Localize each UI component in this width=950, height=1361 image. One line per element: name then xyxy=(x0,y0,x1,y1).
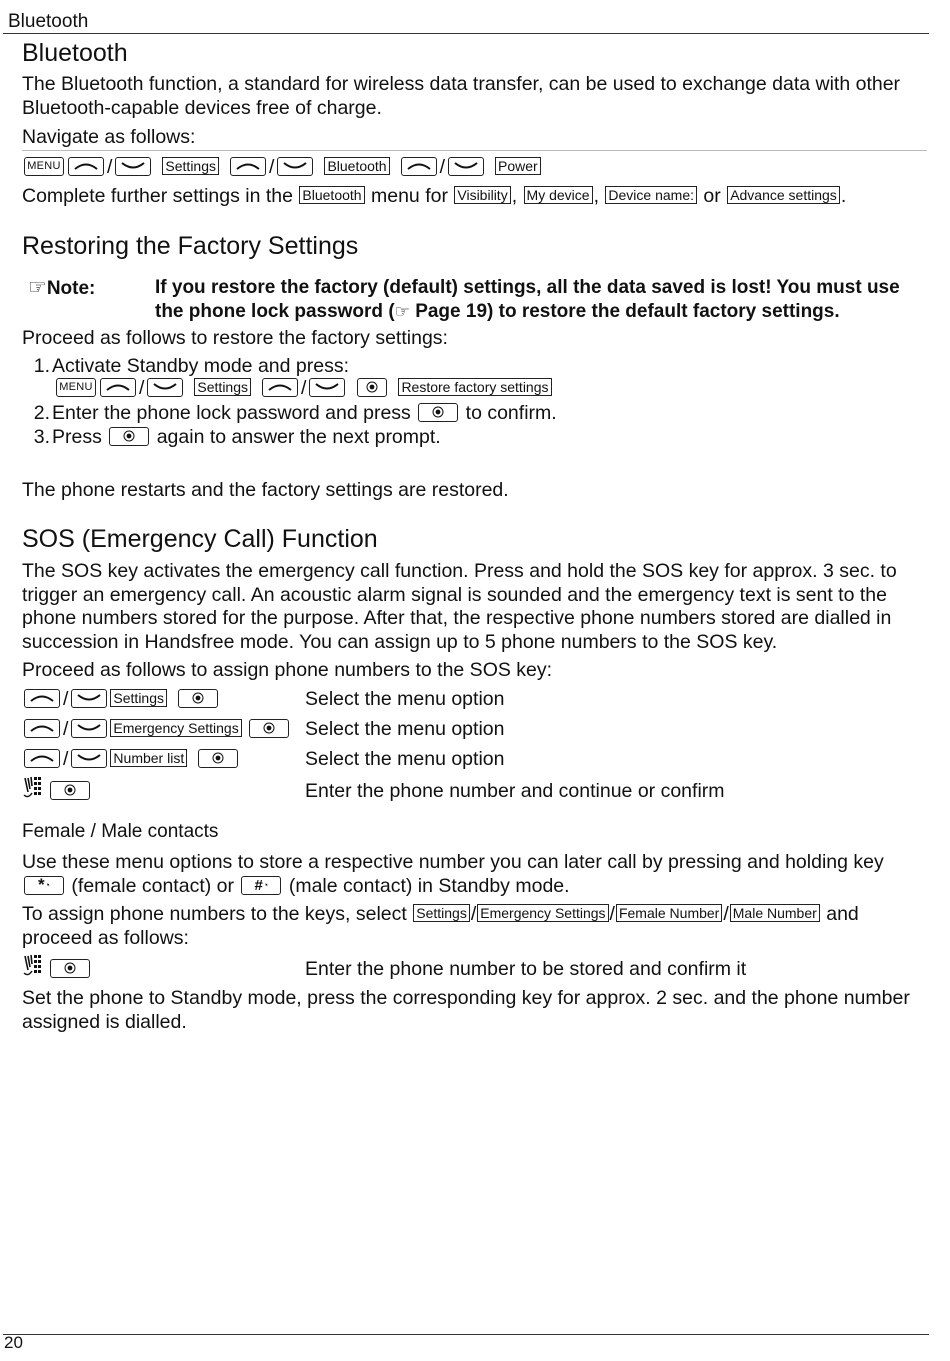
footer-rule xyxy=(3,1334,929,1335)
sos-row-3: / Number list xyxy=(22,746,240,772)
step-text: Enter the phone lock password and press xyxy=(52,401,411,424)
hash-key-icon: # ◔ xyxy=(241,876,281,895)
arrow-up-key-icon xyxy=(24,689,60,708)
contacts-assign-line: To assign phone numbers to the keys, select Settings / Emergency Settings / Female Number / Male Number and xyxy=(22,902,859,925)
arrow-down-key-icon xyxy=(71,689,107,708)
display-settings: Settings xyxy=(413,904,470,922)
arrow-up-key-icon xyxy=(262,378,298,397)
contacts-text-line-1 xyxy=(22,849,884,875)
bluetooth-further-settings: Complete further settings in the Bluetooth menu for Visibility , My device , Device name: or Advance settings . xyxy=(22,184,847,207)
arrow-down-key-icon xyxy=(309,378,345,397)
display-bluetooth-menu: Bluetooth xyxy=(299,186,364,204)
ok-key-icon xyxy=(357,378,387,397)
contacts-text-a: Use these menu options to store a respective number you can later call by pressing and holding key xyxy=(22,850,884,873)
contacts-assign-line-2 xyxy=(22,925,189,951)
contacts-heading: Female / Male contacts xyxy=(22,821,219,842)
display-emergency-settings: Emergency Settings xyxy=(110,719,241,737)
display-device-name: Device name: xyxy=(605,186,697,204)
page-number: 20 xyxy=(4,1333,23,1352)
factory-step-2 xyxy=(30,400,557,426)
contacts-row xyxy=(22,956,92,982)
ok-key-icon xyxy=(198,749,238,768)
keypad-icon xyxy=(22,953,42,985)
display-bluetooth: Bluetooth xyxy=(324,157,389,175)
arrow-down-key-icon xyxy=(448,157,484,176)
running-header: Bluetooth xyxy=(8,11,89,32)
bluetooth-nav-path: MENU / Settings / Bluetooth / Power xyxy=(22,154,542,180)
factory-proceed: Proceed as follows to restore the factory settings: xyxy=(22,327,448,349)
sos-row-2-desc: Select the menu option xyxy=(305,718,505,740)
arrow-down-key-icon xyxy=(277,157,313,176)
contacts-row-desc: Enter the phone number to be stored and confirm it xyxy=(305,958,747,980)
navigate-divider xyxy=(22,150,927,151)
display-male-number: Male Number xyxy=(730,904,820,922)
ok-key-icon xyxy=(178,689,218,708)
arrow-down-key-icon xyxy=(115,157,151,176)
ok-key-icon xyxy=(50,781,90,800)
note-label: ☞Note: xyxy=(28,276,96,299)
step-text-end: again to answer the next prompt. xyxy=(156,425,441,448)
contacts-text-c: (male contact) in Standby mode. xyxy=(288,874,570,897)
step-text: Activate Standby mode and press: xyxy=(52,354,350,377)
sos-intro: The SOS key activates the emergency call function. Press and hold the SOS key for approx. 3 sec. to trigger an emergency call. An acoustic alarm signal is sounded and the emergency text is sent to the phone numbers stored for the purpose. After that, the respective phone numbers stored are dialled in succession in Handsfree mode. You can assign up to 5 phone numbers to the SOS key. xyxy=(22,560,897,653)
display-number-list: Number list xyxy=(110,749,187,767)
display-settings: Settings xyxy=(162,157,219,175)
note-text: If you restore the factory (default) settings, all the data saved is lost! You must use the phone lock password (☞ Page 19) to restore the default factory settings. xyxy=(155,277,900,322)
star-key-icon: * ◔ xyxy=(24,876,64,895)
keypad-icon xyxy=(22,775,42,807)
factory-step-3 xyxy=(30,424,441,450)
sos-row-2: / Emergency Settings xyxy=(22,716,291,742)
display-advance-settings: Advance settings xyxy=(727,186,840,204)
arrow-down-key-icon xyxy=(147,378,183,397)
step-number: 1. xyxy=(33,354,50,377)
ok-key-icon xyxy=(418,403,458,422)
sos-row-4-desc: Enter the phone number and continue or confirm xyxy=(305,780,725,802)
display-restore-factory-settings: Restore factory settings xyxy=(398,378,551,396)
sos-heading: SOS (Emergency Call) Function xyxy=(22,525,378,553)
bluetooth-intro: The Bluetooth function, a standard for wireless data transfer, can be used to exchange data with other Bluetooth-capable devices free of charge. xyxy=(22,73,901,119)
pointing-hand-icon: ☞ xyxy=(28,276,47,299)
arrow-up-key-icon xyxy=(24,719,60,738)
sos-row-1-desc: Select the menu option xyxy=(305,688,505,710)
menu-key: MENU xyxy=(56,378,96,397)
ok-key-icon xyxy=(50,959,90,978)
assign-text-a: To assign phone numbers to the keys, select xyxy=(22,902,407,925)
factory-result: The phone restarts and the factory settings are restored. xyxy=(22,479,509,501)
arrow-up-key-icon xyxy=(230,157,266,176)
display-settings: Settings xyxy=(194,378,251,396)
assign-text-c: proceed as follows: xyxy=(22,926,189,949)
arrow-up-key-icon xyxy=(68,157,104,176)
display-my-device: My device xyxy=(524,186,593,204)
assign-text-b: and xyxy=(826,902,859,925)
sos-row-4 xyxy=(22,778,92,804)
further-mid: menu for xyxy=(371,184,448,207)
step-text: Press xyxy=(52,425,102,448)
contacts-text-line-2 xyxy=(22,873,570,899)
sos-row-3-desc: Select the menu option xyxy=(305,748,505,770)
menu-key: MENU xyxy=(24,157,64,176)
arrow-up-key-icon xyxy=(100,378,136,397)
header-rule xyxy=(3,33,929,34)
ok-key-icon xyxy=(249,719,289,738)
step-number: 2. xyxy=(33,401,50,424)
display-settings: Settings xyxy=(110,689,167,707)
sos-row-1: / Settings xyxy=(22,686,220,712)
display-emergency-settings: Emergency Settings xyxy=(477,904,608,922)
bluetooth-heading: Bluetooth xyxy=(22,39,128,67)
arrow-up-key-icon xyxy=(401,157,437,176)
navigate-label: Navigate as follows: xyxy=(22,126,196,148)
page-ref-hand-icon: ☞ xyxy=(394,301,410,321)
arrow-down-key-icon xyxy=(71,749,107,768)
display-female-number: Female Number xyxy=(616,904,722,922)
step-number: 3. xyxy=(33,425,50,448)
contacts-text-b: (female contact) or xyxy=(71,874,234,897)
sos-proceed: Proceed as follows to assign phone numbers to the SOS key: xyxy=(22,659,553,681)
arrow-down-key-icon xyxy=(71,719,107,738)
factory-heading: Restoring the Factory Settings xyxy=(22,232,359,260)
further-prefix: Complete further settings in the xyxy=(22,184,293,207)
arrow-up-key-icon xyxy=(24,749,60,768)
step-text-end: to confirm. xyxy=(465,401,557,424)
or-word: or xyxy=(703,184,721,207)
factory-step-1-path: MENU / Settings / Restore factory settings xyxy=(54,375,553,401)
ok-key-icon xyxy=(109,427,149,446)
display-power: Power xyxy=(495,157,541,175)
display-visibility: Visibility xyxy=(454,186,510,204)
contacts-final: Set the phone to Standby mode, press the corresponding key for approx. 2 sec. and the phone number assigned is dialled. xyxy=(22,987,910,1033)
